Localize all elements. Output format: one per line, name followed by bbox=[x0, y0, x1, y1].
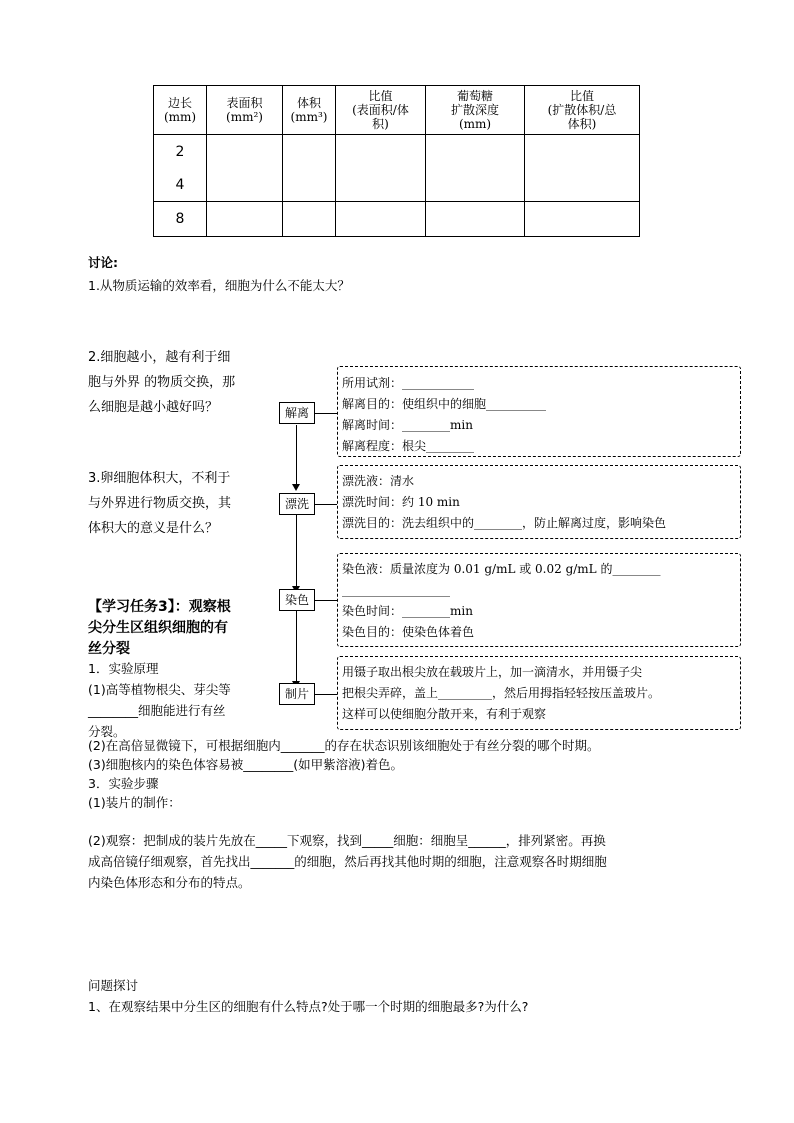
header-volume: 体积 (mm³) bbox=[283, 86, 336, 135]
problems-title: 问题探讨 bbox=[88, 978, 139, 993]
table-cell[interactable] bbox=[426, 135, 525, 202]
rinsing-box: 漂洗液：清水 漂洗时间：约 10 min 漂洗目的：洗去组织中的________，防止解离过度，影响染色 bbox=[337, 465, 741, 539]
table-cell[interactable] bbox=[283, 202, 336, 237]
flow-connector bbox=[296, 515, 297, 588]
table-cell[interactable] bbox=[336, 202, 426, 237]
principle-1: (1)高等植物根尖、芽尖等 ________细胞能进行有丝 分裂。 bbox=[88, 682, 231, 739]
principle-2: (2)在高倍显微镜下，可根据细胞内_______的存在状态识别该细胞处于有丝分裂的哪个时期。 bbox=[88, 738, 600, 753]
principle-heading: 1．实验原理 bbox=[88, 661, 159, 676]
step-staining: 染色 bbox=[279, 589, 315, 611]
step-rinsing: 漂洗 bbox=[279, 493, 315, 515]
discussion-question-3: 3.卵细胞体积大，不利于 与外界进行物质交换，其 体积大的意义是什么？ bbox=[88, 471, 232, 536]
flow-connector bbox=[296, 425, 297, 486]
discussion-title: 讨论: bbox=[88, 255, 118, 270]
step-dissociation: 解离 bbox=[279, 402, 315, 424]
flow-link bbox=[315, 413, 337, 414]
data-table bbox=[153, 85, 640, 237]
table-cell[interactable] bbox=[336, 135, 426, 202]
steps-heading: 3．实验步骤 bbox=[88, 776, 159, 791]
header-ratio-diffusion-volume: 比值 (扩散体积/总 体积) bbox=[525, 86, 640, 135]
flow-connector bbox=[296, 611, 297, 683]
header-side-length: 边长 (mm) bbox=[154, 86, 207, 135]
step-1-slide-prep: (1)装片的制作： bbox=[88, 795, 181, 810]
step-mounting: 制片 bbox=[279, 683, 315, 705]
table-row bbox=[154, 135, 640, 202]
flow-link bbox=[315, 504, 337, 505]
table-cell[interactable] bbox=[525, 202, 640, 237]
flow-arrow-icon bbox=[292, 484, 300, 491]
header-glucose-depth: 葡萄糖 扩散深度 (mm) bbox=[426, 86, 525, 135]
task3-title: 【学习任务3】：观察根 尖分生区组织细胞的有 丝分裂 bbox=[88, 599, 231, 657]
header-surface-area: 表面积 (mm²) bbox=[207, 86, 283, 135]
problems-question-1: 1、在观察结果中分生区的细胞有什么特点?处于哪一个时期的细胞最多?为什么? bbox=[88, 999, 529, 1014]
table-cell[interactable] bbox=[426, 202, 525, 237]
table-cell[interactable] bbox=[207, 135, 283, 202]
header-ratio-surface-volume: 比值 (表面积/体 积) bbox=[336, 86, 426, 135]
table-cell[interactable] bbox=[525, 135, 640, 202]
dissociation-box: 所用试剂：____________ 解离目的：使组织中的细胞__________ 解离时间：________min 解离程度：根尖________ bbox=[337, 366, 741, 457]
table-row bbox=[154, 202, 640, 237]
discussion-question-1: 1.从物质运输的效率看，细胞为什么不能太大？ bbox=[88, 278, 350, 293]
flow-link bbox=[315, 600, 337, 601]
mounting-box: 用镊子取出根尖放在载玻片上，加一滴清水，并用镊子尖 把根尖弄碎，盖上_________，然后用拇指轻轻按压盖玻片。 这样可以使细胞分散开来，有利于观察 bbox=[337, 656, 741, 730]
staining-box: 染色液：质量浓度为 0.01 g/mL 或 0.02 g/mL 的________ __________________ 染色时间：________min 染色目的：使染色体着色 bbox=[337, 553, 741, 647]
table-cell[interactable] bbox=[283, 135, 336, 202]
flow-link bbox=[315, 694, 337, 695]
step-2-observation: (2)观察：把制成的装片先放在_____下观察，找到_____细胞：细胞呈______，排列紧密。再换 成高倍镜仔细观察，首先找出_______的细胞，然后再找其他时期的细胞，注意观察各时期细胞 内染色体形态和分布的特点。 bbox=[88, 833, 607, 890]
table-header-row bbox=[154, 86, 640, 135]
principle-3: (3)细胞核内的染色体容易被________(如甲紫溶液)着色。 bbox=[88, 757, 403, 772]
table-cell[interactable] bbox=[207, 202, 283, 237]
discussion-question-2: 2.细胞越小，越有利于细 胞与外界 的物质交换，那 么细胞是越小越好吗？ bbox=[88, 350, 236, 415]
table-cell-side: 8 bbox=[154, 202, 207, 237]
table-cell-side: 2 4 bbox=[154, 135, 207, 202]
